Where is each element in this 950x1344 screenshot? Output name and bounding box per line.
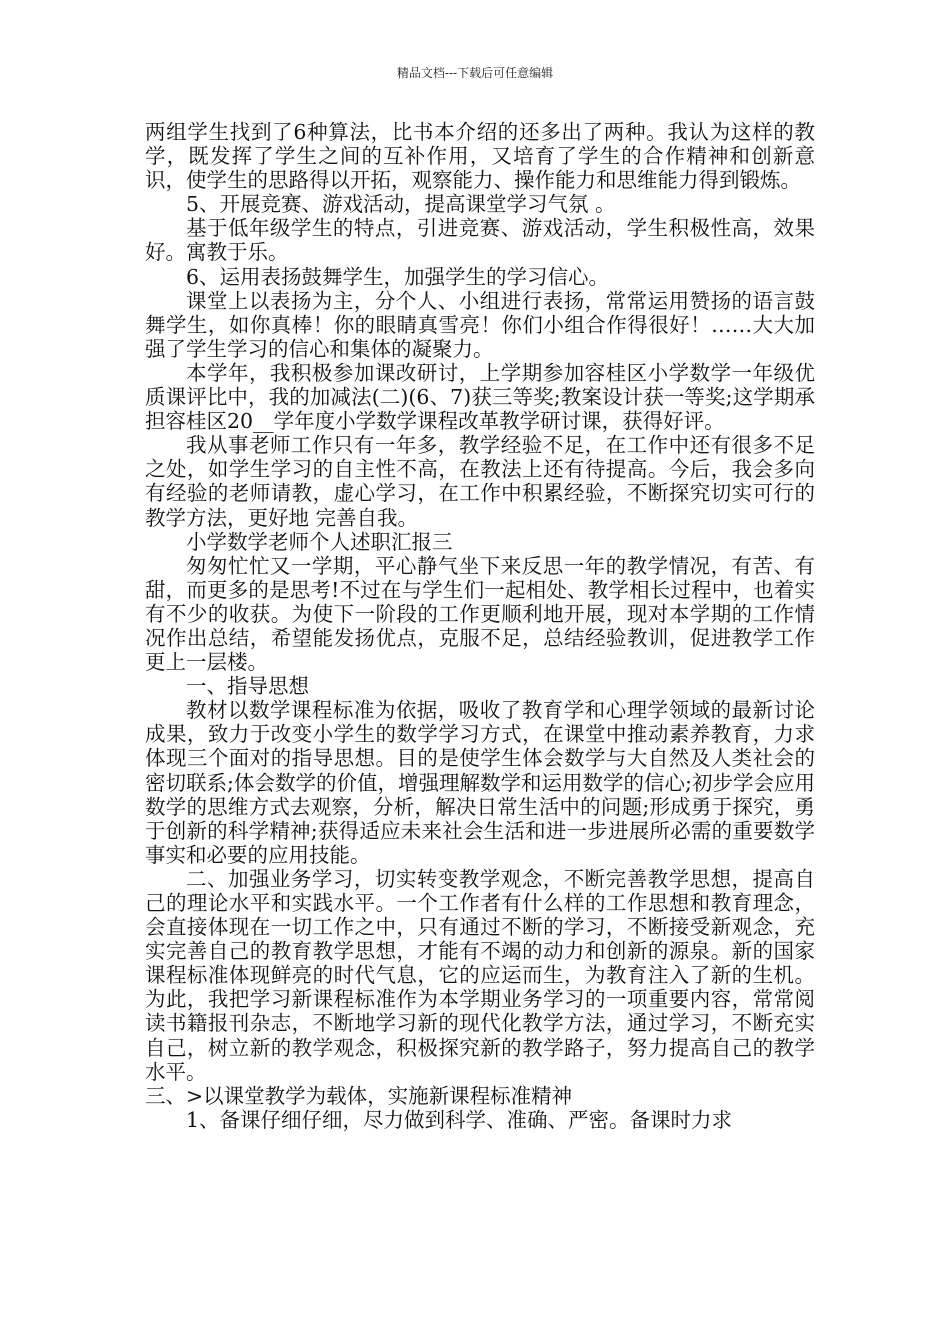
heading-guiding-ideology: 一、指导思想: [186, 674, 309, 699]
paragraph-4: 6、运用表扬鼓舞学生，加强学生的学习信心。: [186, 264, 610, 289]
paragraph-12: 二、加强业务学习，切实转变教学观念，不断完善教学思想，提高自己的理论水平和实践水平。一个工作者有什么样的工作思想和教育理念，会直接体现在一切工作之中，只有通过不断的学习，不断接受新观念，充实完善自己的教育教学思想，才能有不竭的动力和创新的源泉。新的国家课程标准体现鲜亮的时代气息，它的应运而生，为教育注入了新的生机。为此，我把学习新课程标准作为本学期业务学习的一项重要内容，常常阅读书籍报刊杂志，不断地学习新的现代化教学方法，通过学习，不断充实自己，树立新的教学观念，积极探究新的教学路子，努力提高自己的教学水平。: [145, 866, 815, 1084]
paragraph-5: 课堂上以表扬为主，分个人、小组进行表扬，常常运用赞扬的语言鼓舞学生，如你真棒！你的眼睛真雪亮！你们小组合作得很好！……大大加强了学生学习的信心和集体的凝聚力。: [145, 288, 815, 361]
paragraph-3: 基于低年级学生的特点，引进竞赛、游戏活动，学生积极性高，效果好。寓教于乐。: [145, 216, 815, 265]
paragraph-7: 我从事老师工作只有一年多，教学经验不足，在工作中还有很多不足之处，如学生学习的自主性不高，在教法上还有待提高。今后，我会多向有经验的老师请教，虚心学习，在工作中积累经验，不断探究切实可行的教学方法，更好地 完善自我。: [145, 433, 815, 530]
paragraph-2: 5、开展竞赛、游戏活动，提高课堂学习气氛 。: [186, 192, 616, 217]
document-body: [145, 120, 815, 1132]
paragraph-9: 匆匆忙忙又一学期，平心静气坐下来反思一年的教学情况，有苦、有甜，而更多的是思考!不过在与学生们一起相处、教学相长过程中，也着实有不少的收获。为使下一阶段的工作更顺利地开展，现对本学期的工作情况作出总结，希望能发扬优点，克服不足，总结经验教训，促进教学工作更上一层楼。: [145, 553, 815, 675]
section-title: 小学数学老师个人述职汇报三: [186, 529, 453, 554]
heading-classroom-teaching: 三、>以课堂教学为载体，实施新课程标准精神: [145, 1083, 573, 1108]
paragraph-1: 两组学生找到了6种算法，比书本介绍的还多出了两种。我认为这样的教学，既发挥了学生之间的互补作用，又培育了学生的合作精神和创新意识，使学生的思路得以开拓，观察能力、操作能力和思维能力得到锻炼。: [145, 120, 815, 193]
paragraph-14: 1、备课仔细仔细，尽力做到科学、准确、严密。备课时力求: [186, 1107, 733, 1132]
page-header: 精品文档---下载后可任意编辑: [396, 66, 554, 80]
paragraph-11: 教材以数学课程标准为依据，吸收了教育学和心理学领域的最新讨论成果，致力于改变小学生的数学学习方式，在课堂中推动素养教育，力求体现三个面对的指导思想。目的是使学生体会数学与大自然及人类社会的密切联系;体会数学的价值，增强理解数学和运用数学的信心;初步学会应用数学的思维方式去观察，分析，解决日常生活中的问题;形成勇于探究，勇于创新的科学精神;获得适应未来社会生活和进一步进展所必需的重要数学事实和必要的应用技能。: [145, 698, 815, 867]
paragraph-6: 本学年，我积极参加课改研讨，上学期参加容桂区小学数学一年级优质课评比中，我的加减法(二)(6、7)获三等奖;教案设计获一等奖;这学期承担容桂区20__学年度小学数学课程改革教学研讨课，获得好评。: [145, 360, 815, 434]
